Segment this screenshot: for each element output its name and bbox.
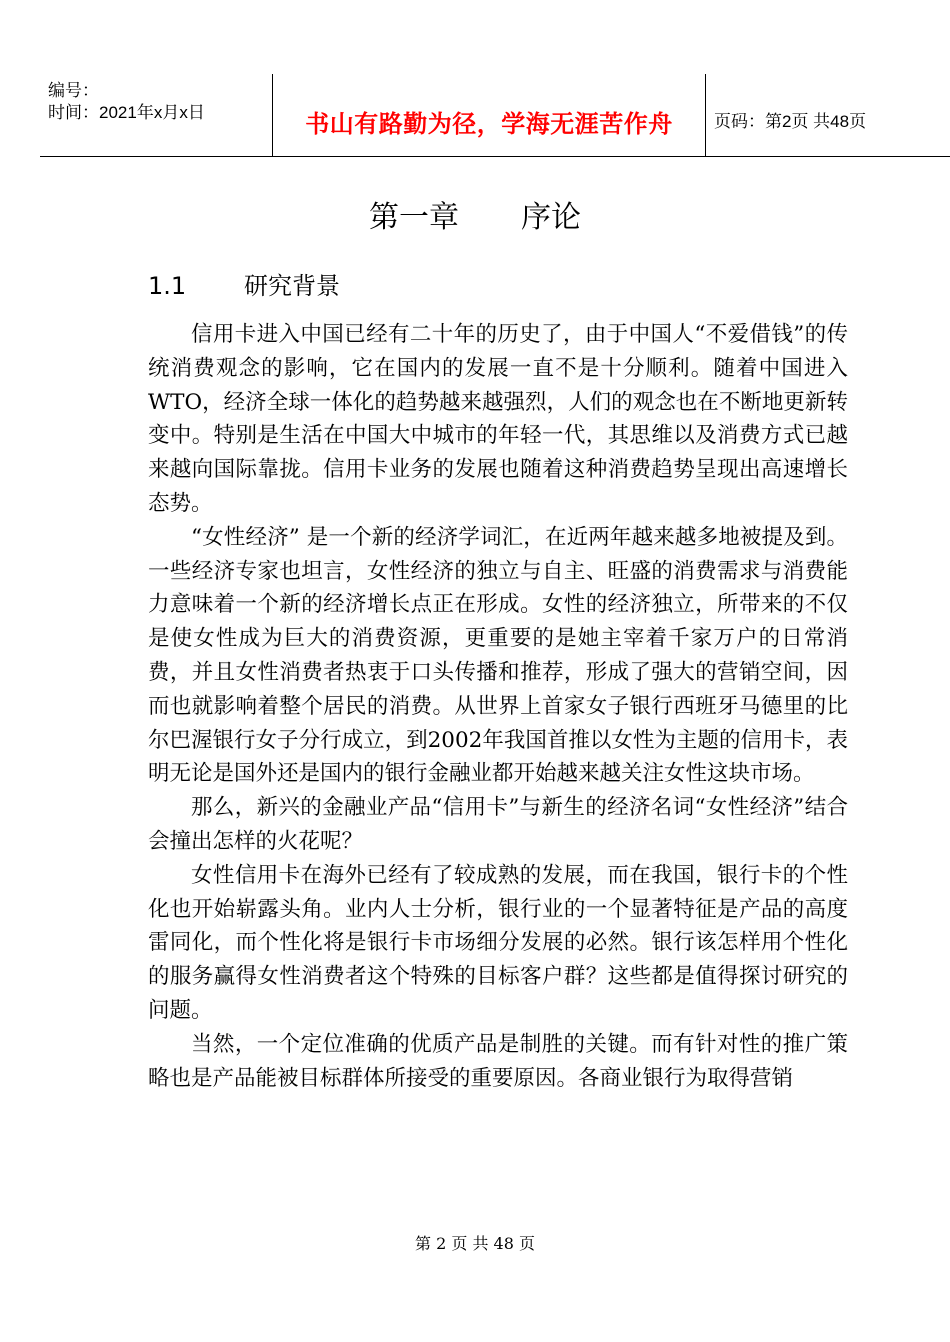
paragraph: “女性经济” 是一个新的经济学词汇，在近两年越来越多地被提及到。一些经济专家也坦言，女性经济的独立与自主、旺盛的消费需求与消费能力意味着一个新的经济增长点正在形成。女性的经济独立，所带来的不仅是使女性成为巨大的消费资源，更重要的是她主宰着千家万户的日常消费，并且女性消费者热衷于口头传播和推荐，形成了强大的营销空间，因而也就影响着整个居民的消费。从世界上首家女子银行西班牙马德里的比尔巴渥银行女子分行成立，到2002年我国首推以女性为主题的信用卡，表明无论是国外还是国内的银行金融业都开始越来越关注女性这块市场。 <box>148 524 848 787</box>
section-number: 1.1 <box>148 272 187 300</box>
section-title: 研究背景 <box>244 272 340 300</box>
page-footer: 第 2 页 共 48 页 <box>415 1234 535 1253</box>
header-motto-cell <box>272 74 706 156</box>
paragraph: 那么，新兴的金融业产品“信用卡”与新生的经济名词“女性经济”结合会撞出怎样的火花呢？ <box>148 795 848 854</box>
header-meta <box>40 74 272 156</box>
paragraph: 当然，一个定位准确的优质产品是制胜的关键。而有针对性的推广策略也是产品能被目标群体所接受的重要原因。各商业银行为取得营销 <box>148 1031 848 1091</box>
body-text <box>148 318 848 1095</box>
chapter-number: 第一章 <box>369 200 459 235</box>
chapter-name: 序论 <box>521 200 581 235</box>
time-label: 时间：2021年x月x日 <box>48 103 205 122</box>
motto-text: 书山有路勤为径，学海无涯苦作舟 <box>305 110 673 138</box>
header-page-code: 页码：第2页 共48页 <box>714 112 867 131</box>
paragraph: 女性信用卡在海外已经有了较成熟的发展，而在我国，银行卡的个性化也开始崭露头角。业内人士分析，银行业的一个显著特征是产品的高度雷同化，而个性化将是银行卡市场细分发展的必然。银行该怎样用个性化的服务赢得女性消费者这个特殊的目标客户群？这些都是值得探讨研究的问题。 <box>148 862 848 1023</box>
page-header <box>40 74 950 157</box>
section-heading <box>148 266 340 301</box>
paragraph: 信用卡进入中国已经有二十年的历史了，由于中国人“不爱借钱”的传统消费观念的影响，它在国内的发展一直不是十分顺利。随着中国进入WTO，经济全球一体化的趋势越来越强烈，人们的观念也在不断地更新转变中。特别是生活在中国大中城市的年轻一代，其思维以及消费方式已越来越向国际靠拢。信用卡业务的发展也随着这种消费趋势呈现出高速增长态势。 <box>148 322 848 516</box>
chapter-title <box>0 192 950 236</box>
number-label: 编号： <box>48 81 99 100</box>
